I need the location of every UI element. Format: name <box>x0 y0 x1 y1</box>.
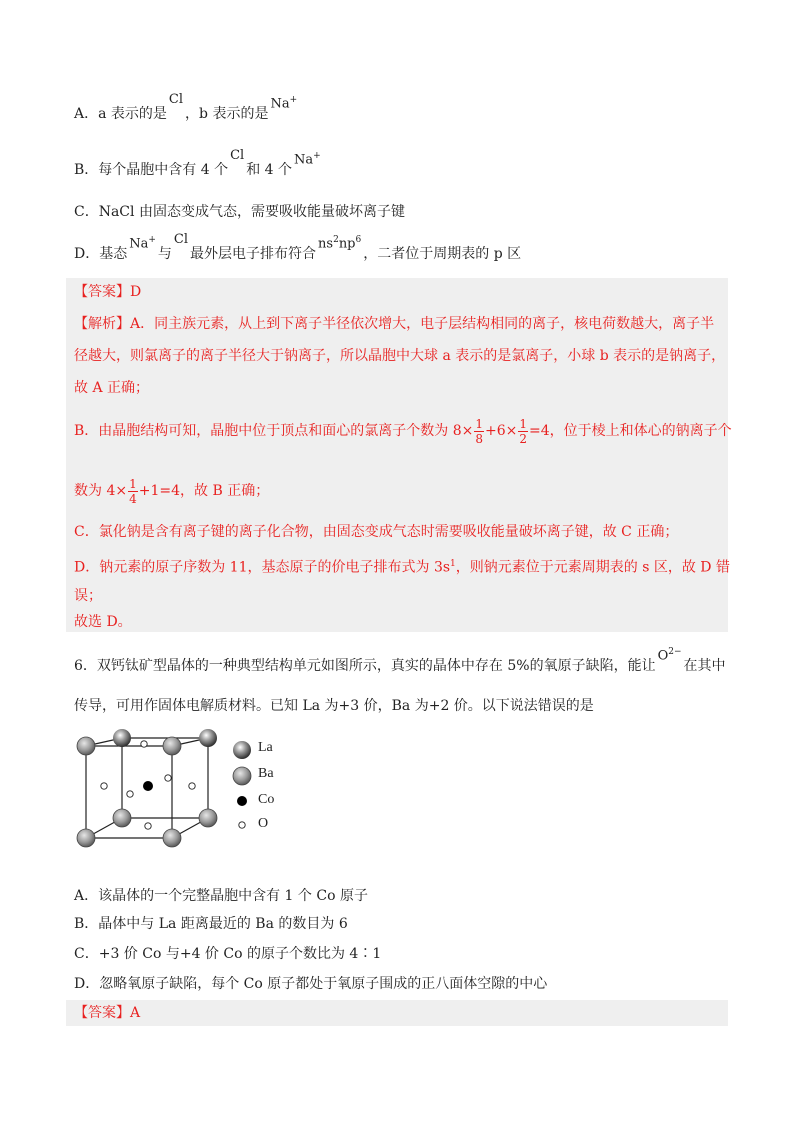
chem-symbol <box>270 90 297 114</box>
q5-option-c: C．NaCl 由固态变成气态，需要吸收能量破坏离子键 <box>74 204 405 220</box>
ba-atom <box>77 737 95 755</box>
explanation-line-b <box>74 414 732 448</box>
explanation-line: 【解析】A．同主族元素，从上到下离子半径依次增大，电子层结构相同的离子，核电荷数越大，离子半 <box>74 316 715 332</box>
fraction-numerator: 1 <box>519 416 528 431</box>
q6-stem-line2: 传导，可用作固体电解质材料。已知 La 为+3 价，Ba 为+2 价。以下说法错误的是 <box>74 698 594 714</box>
ba-atom <box>113 809 131 827</box>
option-text: ，b 表示的是 <box>185 106 269 122</box>
chem-symbol-text: Na <box>294 152 314 168</box>
q6-option-b: B．晶体中与 La 距离最近的 Ba 的数目为 6 <box>74 916 348 932</box>
stem-text: 6．双钙钛矿型晶体的一种典型结构单元如图所示，真实的晶体中存在 5%的氧原子缺陷，能让 <box>74 658 656 674</box>
chem-charge: + <box>148 235 156 245</box>
ba-atom <box>199 809 217 827</box>
legend-co-icon <box>237 796 247 806</box>
legend-o-icon <box>239 822 245 828</box>
q6-option-c: C．+3 价 Co 与+4 价 Co 的原子个数比为 4∶1 <box>74 946 382 962</box>
legend-ba: Ba <box>258 766 274 781</box>
explanation-text: ，则钠元素位于元素周期表的 s 区，故 D 错 <box>455 559 730 576</box>
chem-charge: 2− <box>668 647 682 657</box>
explanation-line-d <box>74 554 730 578</box>
config-exponent: 1 <box>450 559 456 569</box>
q5-option-d <box>74 232 522 268</box>
chem-charge: + <box>313 151 321 161</box>
chem-symbol: Cl <box>173 232 189 247</box>
option-text: ，二者位于周期表的 p 区 <box>363 246 522 262</box>
explanation-line: 误； <box>74 588 102 604</box>
fraction <box>518 417 528 446</box>
legend-ba-icon <box>233 767 251 785</box>
option-text: D．基态 <box>74 246 128 262</box>
chem-symbol-text: Na <box>270 96 290 112</box>
legend-o: O <box>258 816 269 831</box>
explanation-line: 故 A 正确； <box>74 380 150 396</box>
chem-symbol <box>658 642 682 666</box>
explanation-text: =4，位于棱上和体心的钠离子个 <box>529 423 732 439</box>
explanation-line: C．氯化钠是含有离子键的离子化合物，由固态变成气态时需要吸收能量破坏离子键，故 C 正确； <box>74 524 679 540</box>
la-atom <box>113 729 131 747</box>
answer-band <box>66 1000 728 1026</box>
answer-label: 【答案】A <box>74 1005 141 1021</box>
explanation-line: 径越大，则氯离子的离子半径大于钠离子，所以晶胞中大球 a 表示的是氯离子，小球 b 表示的是钠离子， <box>74 348 726 364</box>
fraction-numerator: 1 <box>475 416 484 431</box>
stem-text: 在其中 <box>683 658 726 674</box>
q6-option-a: A．该晶体的一个完整晶胞中含有 1 个 Co 原子 <box>74 888 368 904</box>
q6-option-d: D．忽略氧原子缺陷，每个 Co 原子都处于氧原子围成的正八面体空隙的中心 <box>74 976 548 992</box>
config-part: np <box>338 236 356 252</box>
legend-co: Co <box>258 792 275 807</box>
chem-symbol-text: Na <box>129 236 149 252</box>
explanation-text: +1=4，故 B 正确； <box>138 483 270 499</box>
explanation-line-b2 <box>74 474 269 508</box>
chem-symbol <box>129 230 156 254</box>
option-text: A．a 表示的是 <box>74 106 167 122</box>
q6-stem-line1 <box>74 647 726 680</box>
explanation-text: 数为 4× <box>74 483 128 499</box>
fraction-denominator: 8 <box>475 431 484 446</box>
fraction <box>474 417 484 446</box>
option-text: B．每个晶胞中含有 4 个 <box>74 162 229 178</box>
la-atom <box>199 729 217 747</box>
ba-atom <box>163 829 181 847</box>
co-atom <box>143 781 153 791</box>
ba-atom <box>163 737 181 755</box>
legend-la: La <box>258 740 273 755</box>
chem-symbol <box>294 146 321 170</box>
chem-charge: + <box>289 95 298 105</box>
fraction-numerator: 1 <box>129 476 137 491</box>
chem-symbol: Cl <box>230 148 245 163</box>
fraction-denominator: 4 <box>129 491 137 506</box>
q5-option-a <box>74 92 299 128</box>
explanation-line: 故选 D。 <box>74 614 132 630</box>
explanation-text: +6× <box>485 423 518 439</box>
legend-la-icon <box>233 741 251 759</box>
explanation-text: D．钠元素的原子序数为 11，基态原子的价电子排布式为 3s <box>74 559 451 576</box>
config-exponent: 6 <box>355 235 362 245</box>
fraction-denominator: 2 <box>519 431 528 446</box>
chem-symbol: Cl <box>168 92 184 107</box>
ba-atom <box>77 829 95 847</box>
answer-label: 【答案】D <box>74 284 142 300</box>
chem-symbol-text: O <box>657 648 669 664</box>
explanation-text: B．由晶胞结构可知，晶胞中位于顶点和面心的氯离子个数为 8× <box>74 423 474 439</box>
q5-option-b <box>74 148 323 184</box>
config-exponent: 2 <box>333 235 339 245</box>
electron-config <box>318 230 361 254</box>
option-text: 与 <box>157 246 172 262</box>
config-part: ns <box>318 236 334 252</box>
legend-icons <box>232 738 252 838</box>
fraction <box>128 477 138 506</box>
option-text: 和 4 个 <box>246 162 293 178</box>
option-text: 最外层电子排布符合 <box>190 246 317 262</box>
